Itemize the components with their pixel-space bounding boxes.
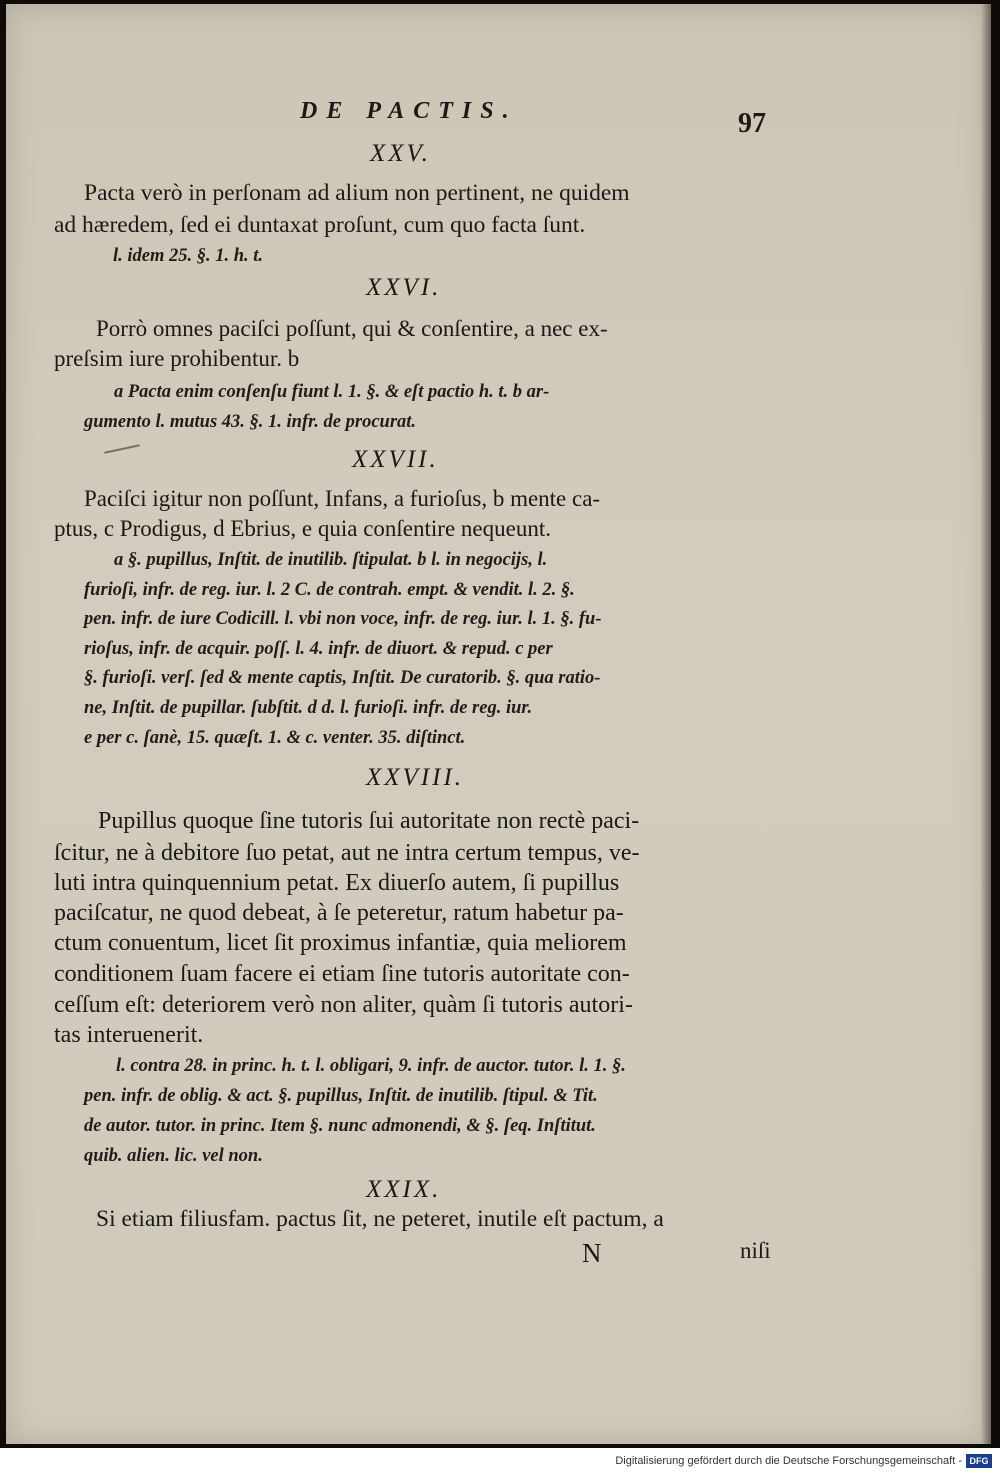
- body-line: ctum conuentum, licet ſit proximus infantiæ, quia meliorem: [54, 930, 627, 956]
- body-line: preſsim iure prohibentur. b: [54, 346, 300, 371]
- body-line: Paciſci igitur non poſſunt, Infans, a furioſus, b mente ca-: [84, 486, 601, 511]
- body-line: ptus, c Prodigus, d Ebrius, e quia conſentire nequeunt.: [54, 516, 551, 541]
- section-numeral-25: XXV.: [370, 140, 431, 167]
- section-numeral-26: XXVI.: [366, 274, 442, 301]
- body-line: ad hæredem, ſed ei duntaxat proſunt, cum quo facta ſunt.: [54, 212, 586, 238]
- dfg-logo: DFG: [966, 1454, 992, 1468]
- note-line: ne, Inſtit. de pupillar. ſubſtit. d d. l. furioſi. infr. de reg. iur.: [84, 698, 533, 718]
- note-line: §. furioſi. verſ. ſed & mente captis, Inſtit. De curatorib. §. qua ratio-: [84, 668, 601, 688]
- note-line: a Pacta enim conſenſu fiunt l. 1. §. & eſt pactio h. t. b ar-: [114, 382, 550, 402]
- section-numeral-28: XXVIII.: [366, 764, 465, 791]
- note-line: rioſus, infr. de acquir. poſſ. l. 4. infr. de diuort. & repud. c per: [84, 639, 553, 659]
- body-line: Porrò omnes paciſci poſſunt, qui & conſentire, a nec ex-: [96, 316, 608, 341]
- section-numeral-27: XXVII.: [352, 446, 439, 473]
- body-line: Pacta verò in perſonam ad alium non pertinent, ne quidem: [84, 180, 630, 206]
- note-line: e per c. ſanè, 15. quæſt. 1. & c. venter. 35. diſtinct.: [84, 728, 466, 748]
- page-edge: [981, 4, 991, 1444]
- note-line: de autor. tutor. in princ. Item §. nunc admonendi, & §. ſeq. Inſtitut.: [84, 1116, 596, 1136]
- running-head: DE PACTIS.: [300, 98, 518, 124]
- note-line: quib. alien. lic. vel non.: [84, 1146, 263, 1166]
- section-numeral-29: XXIX.: [366, 1176, 442, 1203]
- signature-mark: N: [582, 1238, 602, 1268]
- catchword: niſi: [740, 1238, 771, 1263]
- note-line: l. contra 28. in princ. h. t. l. obligari, 9. infr. de auctor. tutor. l. 1. §.: [116, 1056, 626, 1076]
- note-line: a §. pupillus, Inſtit. de inutilib. ſtipulat. b l. in negocijs, l.: [114, 550, 548, 570]
- body-line: Pupillus quoque ſine tutoris ſui autoritate non rectè paci-: [98, 808, 640, 834]
- body-line: ſcitur, ne à debitore ſuo petat, aut ne intra certum tempus, ve-: [54, 840, 640, 866]
- note-line: pen. infr. de oblig. & act. §. pupillus, Inſtit. de inutilib. ſtipul. & Tit.: [84, 1086, 598, 1106]
- note-line: pen. infr. de iure Codicill. l. vbi non voce, infr. de reg. iur. l. 1. §. fu-: [84, 609, 602, 629]
- body-line: Si etiam filiusfam. pactus ſit, ne peteret, inutile eſt pactum, a: [96, 1206, 664, 1232]
- body-line: tas interuenerit.: [54, 1022, 204, 1048]
- body-line: ceſſum eſt: deteriorem verò non aliter, quàm ſi tutoris autori-: [54, 992, 633, 1018]
- digitization-credit: Digitalisierung gefördert durch die Deutsche Forschungsgemeinschaft -: [615, 1455, 962, 1467]
- body-line: paciſcatur, ne quod debeat, à ſe peteretur, ratum habetur pa-: [54, 900, 624, 926]
- body-line: luti intra quinquennium petat. Ex diuerſo autem, ſi pupillus: [54, 870, 620, 896]
- page-number: 97: [738, 108, 766, 139]
- note-line: gumento l. mutus 43. §. 1. infr. de procurat.: [84, 412, 417, 432]
- note-line: l. idem 25. §. 1. h. t.: [113, 246, 264, 266]
- note-line: furioſi, infr. de reg. iur. l. 2 C. de contrah. empt. & vendit. l. 2. §.: [84, 580, 575, 600]
- body-line: conditionem ſuam facere ei etiam ſine tutoris autoritate con-: [54, 961, 630, 987]
